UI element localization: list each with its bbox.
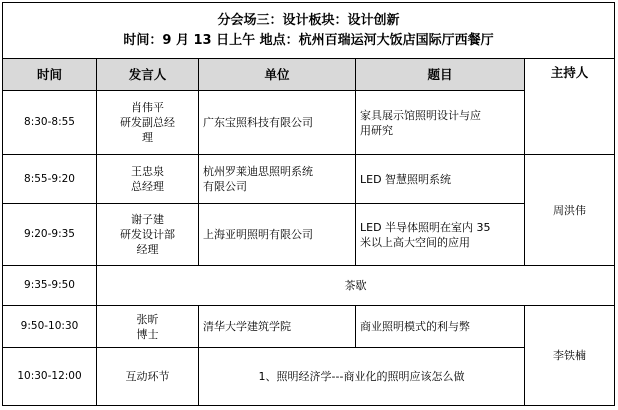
row-speaker: 互动环节 [97,348,199,406]
speaker-title: 研发副总经 [120,116,175,129]
host-1: 周洪伟 [525,155,615,266]
table-row [3,91,615,155]
header-speaker: 发言人 [97,59,199,91]
header-time: 时间 [3,59,97,91]
break-row [3,266,615,306]
header-host: 主持人 [525,59,615,155]
row-speaker [97,155,199,204]
session-time-location: 时间：9 月 13 日上午 地点：杭州百瑞运河大饭店国际厅西餐厅 [123,32,494,48]
speaker-name: 王忠泉 [131,165,164,178]
topic-line: 家具展示馆照明设计与应 [360,108,481,122]
header-unit: 单位 [199,59,356,91]
row-unit: 上海亚明照明有限公司 [199,204,356,266]
row-time: 10:30-12:00 [3,348,97,406]
title-cell [3,3,615,59]
row-time: 8:30-8:55 [3,91,97,155]
row-unit [199,155,356,204]
unit-line: 有限公司 [203,180,247,193]
tea-break: 茶歇 [97,266,615,306]
speaker-name: 谢子建 [131,213,164,226]
row-speaker [97,306,199,348]
speaker-title: 博士 [136,327,159,341]
row-topic: LED 智慧照明系统 [356,155,525,204]
table-row [3,306,615,348]
header-row [3,59,615,91]
table-row [3,155,615,204]
row-topic: 1、照明经济学---商业化的照明应该怎么做 [199,348,525,406]
row-time: 9:50-10:30 [3,306,97,348]
speaker-title: 研发设计部 [120,228,175,241]
table-row [3,204,615,266]
speaker-title: 总经理 [131,180,164,193]
title-row [3,3,615,59]
speaker-name: 肖伟平 [131,101,164,114]
row-topic: 商业照明模式的利与弊 [356,306,525,348]
speaker-title: 理 [142,131,153,144]
row-topic [356,204,525,266]
row-time: 8:55-9:20 [3,155,97,204]
row-time: 9:20-9:35 [3,204,97,266]
schedule-table [2,2,615,406]
row-unit: 广东宝照科技有限公司 [199,91,356,155]
speaker-name: 张昕 [136,312,159,326]
topic-line: LED 半导体照明在室内 35 [360,220,491,234]
row-time: 9:35-9:50 [3,266,97,306]
row-speaker [97,91,199,155]
table-row [3,348,615,406]
topic-line: 用研究 [360,123,393,137]
speaker-title: 经理 [136,243,159,256]
row-unit: 清华大学建筑学院 [199,306,356,348]
session-title: 分会场三：设计板块：设计创新 [217,12,400,28]
topic-line: 米以上高大空间的应用 [360,235,470,249]
row-speaker [97,204,199,266]
header-topic: 题目 [356,59,525,91]
unit-line: 杭州罗莱迪思照明系统 [203,165,313,178]
row-topic [356,91,525,155]
host-2: 李铁楠 [525,306,615,406]
